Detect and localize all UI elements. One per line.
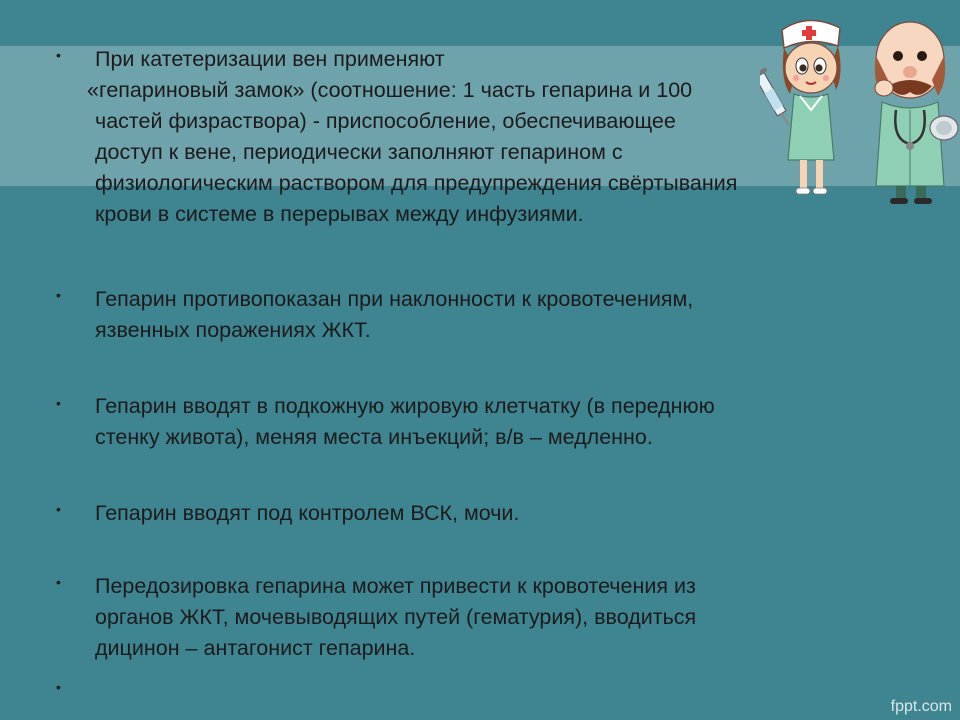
text-line: язвенных поражениях ЖКТ. bbox=[95, 318, 371, 342]
bullet: • bbox=[56, 679, 61, 695]
paragraph-3 bbox=[95, 391, 875, 453]
paragraph-5 bbox=[95, 571, 875, 664]
bullet: • bbox=[56, 574, 61, 590]
nurse-icon bbox=[760, 20, 841, 194]
text-line: «гепариновый замок» (соотношение: 1 часть гепарина и 100 bbox=[87, 78, 693, 102]
watermark: fppt.com bbox=[890, 698, 952, 715]
text-line: При катетеризации вен применяют bbox=[95, 47, 445, 71]
text-line: физиологическим раствором для предупреждения свёртывания bbox=[95, 171, 738, 195]
text-line: органов ЖКТ, мочевыводящих путей (гематурия), вводиться bbox=[95, 605, 697, 629]
text-line: частей физраствора) - приспособление, обеспечивающее bbox=[95, 109, 676, 133]
bullet: • bbox=[56, 501, 61, 517]
paragraph-4 bbox=[95, 498, 875, 529]
text-line: Гепарин вводят в подкожную жировую клетчатку (в переднюю bbox=[95, 394, 715, 418]
text-line: Передозировка гепарина может привести к кровотечения из bbox=[95, 574, 696, 598]
paragraph-1 bbox=[87, 44, 875, 230]
text-line: дицинон – антагонист гепарина. bbox=[95, 636, 416, 660]
bullet: • bbox=[56, 287, 61, 303]
bullet: • bbox=[56, 47, 61, 63]
text-line: Гепарин противопоказан при наклонности к кровотечениям, bbox=[95, 287, 694, 311]
doctor-icon bbox=[875, 22, 958, 204]
paragraph-2 bbox=[95, 284, 875, 346]
text-line: Гепарин вводят под контролем ВСК, мочи. bbox=[95, 501, 520, 525]
text-line: крови в системе в перерывах между инфузиями. bbox=[95, 202, 584, 226]
text-line: доступ к вене, периодически заполняют гепарином с bbox=[95, 140, 623, 164]
bullet: • bbox=[56, 395, 61, 411]
nurse-and-doctor-cartoon-icon bbox=[760, 10, 960, 205]
text-line: стенку живота), меняя места инъекций; в/в – медленно. bbox=[95, 425, 653, 449]
